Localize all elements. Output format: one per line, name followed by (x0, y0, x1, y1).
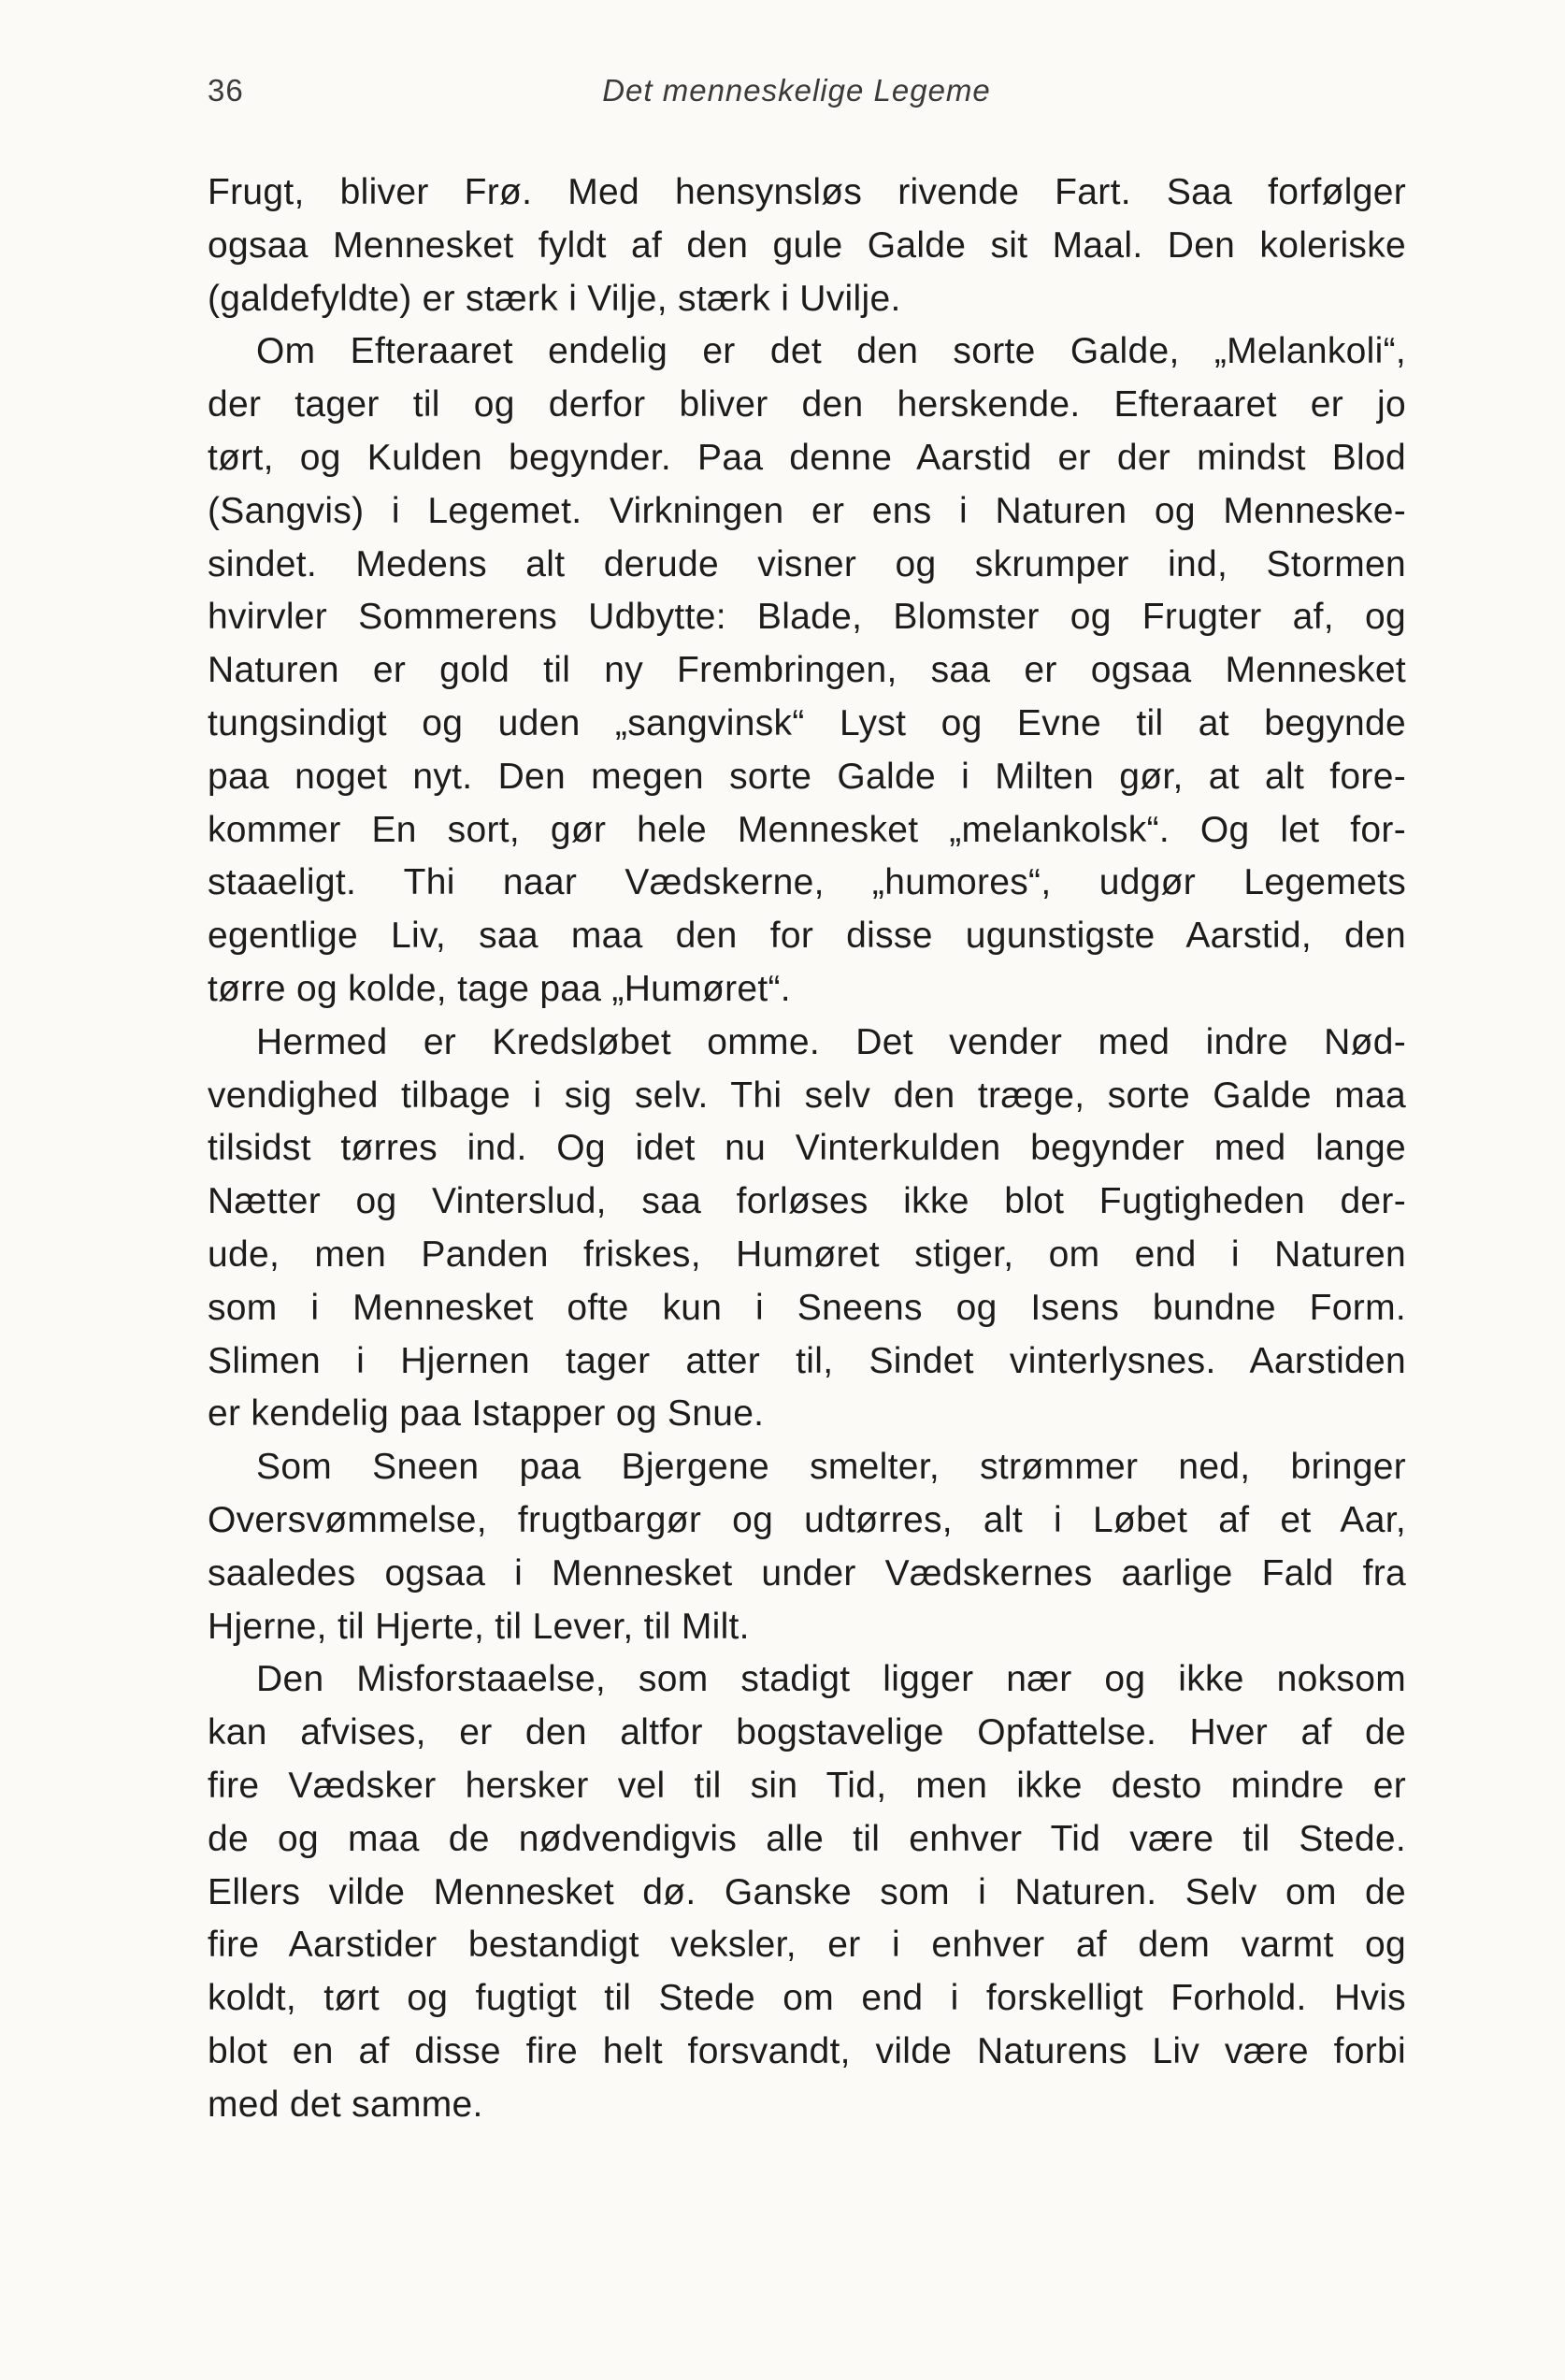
text-line: tørt, og Kulden begynder. Paa denne Aarstid er der mindst Blod (208, 437, 1406, 478)
text-line: Slimen i Hjernen tager atter til, Sindet vinterlysnes. Aarstiden (208, 1340, 1406, 1381)
text-line: (Sangvis) i Legemet. Virkningen er ens i Naturen og Menneske- (208, 490, 1406, 531)
text-line: ogsaa Mennesket fyldt af den gule Galde sit Maal. Den koleriske (208, 224, 1406, 266)
running-title: Det menneskelige Legeme (602, 73, 991, 108)
text-line: Den Misforstaaelse, som stadigt ligger nær og ikke noksom (256, 1659, 1406, 1700)
text-line: Ellers vilde Mennesket dø. Ganske som i Naturen. Selv om de (208, 1871, 1406, 1912)
running-head (208, 73, 1404, 122)
text-line: Om Efteraaret endelig er det den sorte Galde, „Melankoli“, (256, 331, 1406, 372)
text-line: der tager til og derfor bliver den herskende. Efteraaret er jo (208, 384, 1406, 426)
text-line: egentlige Liv, saa maa den for disse ugunstigste Aarstid, den (208, 916, 1406, 957)
text-line: Nætter og Vinterslud, saa forløses ikke blot Fugtigheden der- (208, 1181, 1406, 1222)
text-line: er kendelig paa Istapper og Snue. (208, 1393, 765, 1435)
text-line: Hermed er Kredsløbet omme. Det vender med indre Nød- (256, 1021, 1406, 1062)
text-line: tungsindigt og uden „sangvinsk“ Lyst og Evne til at begynde (208, 702, 1406, 743)
text-line: ude, men Panden friskes, Humøret stiger, om end i Naturen (208, 1233, 1406, 1275)
text-line: paa noget nyt. Den megen sorte Galde i Milten gør, at alt fore- (208, 756, 1406, 797)
text-line: kommer En sort, gør hele Mennesket „melankolsk“. Og let for- (208, 809, 1406, 850)
text-line: kan afvises, er den altfor bogstavelige Opfattelse. Hver af de (208, 1712, 1406, 1753)
page-number: 36 (208, 73, 244, 108)
text-line: Som Sneen paa Bjergene smelter, strømmer ned, bringer (256, 1447, 1406, 1488)
text-line: fire Aarstider bestandigt veksler, er i enhver af dem varmt og (208, 1925, 1406, 1966)
text-line: de og maa de nødvendigvis alle til enhver Tid være til Stede. (208, 1818, 1406, 1859)
text-line: Hjerne, til Hjerte, til Lever, til Milt. (208, 1606, 750, 1647)
text-line: (galdefyldte) er stærk i Vilje, stærk i Uvilje. (208, 278, 901, 319)
text-line: blot en af disse fire helt forsvandt, vilde Naturens Liv være forbi (208, 2030, 1406, 2071)
text-line: tørre og kolde, tage paa „Humøret“. (208, 968, 791, 1009)
text-line: vendighed tilbage i sig selv. Thi selv den træge, sorte Galde maa (208, 1075, 1406, 1116)
text-line: fire Vædsker hersker vel til sin Tid, men ikke desto mindre er (208, 1765, 1406, 1806)
text-line: saaledes ogsaa i Mennesket under Vædskernes aarlige Fald fra (208, 1552, 1406, 1594)
text-line: med det samme. (208, 2084, 483, 2125)
text-line: staaeligt. Thi naar Vædskerne, „humores“, udgør Legemets (208, 862, 1406, 903)
text-line: hvirvler Sommerens Udbytte: Blade, Blomster og Frugter af, og (208, 597, 1406, 638)
text-line: Oversvømmelse, frugtbargør og udtørres, alt i Løbet af et Aar, (208, 1499, 1406, 1540)
text-line: Naturen er gold til ny Frembringen, saa er ogsaa Mennesket (208, 650, 1406, 691)
body-text (208, 166, 1406, 2131)
text-line: koldt, tørt og fugtigt til Stede om end i forskelligt Forhold. Hvis (208, 1978, 1406, 2019)
text-line: tilsidst tørres ind. Og idet nu Vinterkulden begynder med lange (208, 1128, 1406, 1169)
text-line: som i Mennesket ofte kun i Sneens og Isens bundne Form. (208, 1287, 1406, 1328)
text-line: sindet. Medens alt derude visner og skrumper ind, Stormen (208, 543, 1406, 584)
text-line: Frugt, bliver Frø. Med hensynsløs rivende Fart. Saa forfølger (208, 172, 1406, 212)
